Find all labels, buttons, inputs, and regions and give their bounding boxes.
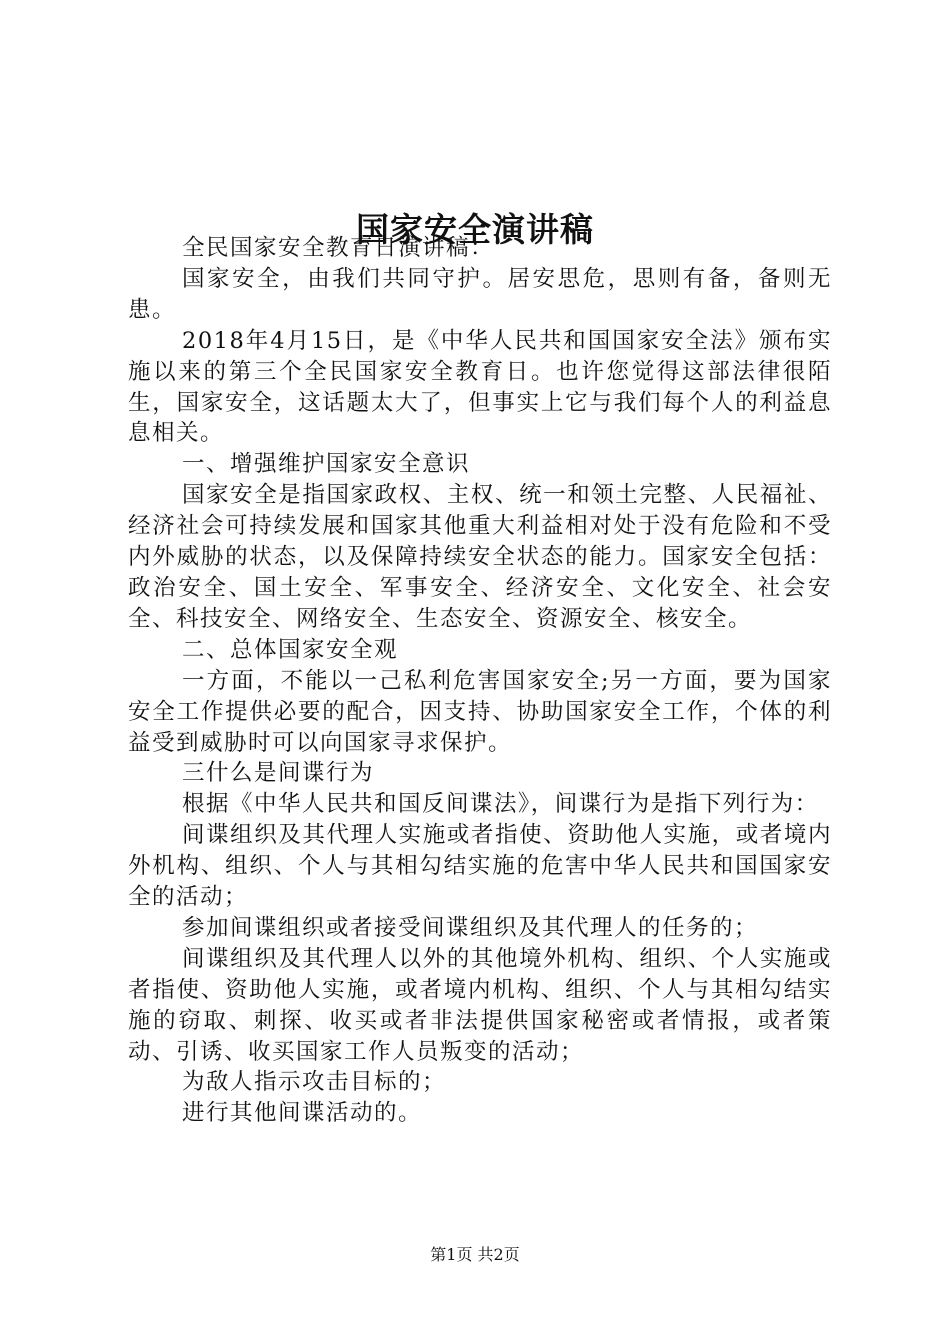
list-item-espionage-3: 间谍组织及其代理人以外的其他境外机构、组织、个人实施或者指使、资助他人实施，或者境内机构、组织、个人与其相勾结实施的窃取、刺探、收买或者非法提供国家秘密或者情报，或者策动、引诱、收买国家工作人员叛变的活动；	[128, 945, 832, 1065]
list-item-espionage-4: 为敌人指示攻击目标的；	[182, 1069, 447, 1096]
paragraph-security-view: 一方面，不能以一己私利危害国家安全;另一方面，要为国家安全工作提供必要的配合，因支持、协助国家安全工作，个体的利益受到威胁时可以向国家寻求保护。	[128, 667, 832, 756]
list-item-espionage-2: 参加间谍组织或者接受间谍组织及其代理人的任务的；	[182, 914, 759, 941]
section-heading-2: 二、总体国家安全观	[182, 636, 399, 663]
paragraph-law-reference: 根据《中华人民共和国反间谍法》，间谍行为是指下列行为：	[182, 791, 819, 818]
paragraph-definition: 国家安全是指国家政权、主权、统一和领土完整、人民福祉、经济社会可持续发展和国家其他重大利益相对处于没有危险和不受内外威胁的状态，以及保障持续安全状态的能力。国家安全包括：政治安全、国土安全、军事安全、经济安全、文化安全、社会安全、科技安全、网络安全、生态安全、资源安全、核安全。	[128, 482, 832, 632]
section-heading-1: 一、增强维护国家安全意识	[182, 451, 471, 478]
document-title: 国家安全演讲稿	[356, 210, 594, 250]
document-body	[128, 233, 832, 1129]
list-item-espionage-5: 进行其他间谍活动的。	[182, 1100, 423, 1127]
paragraph-greeting: 全民国家安全教育日演讲稿：	[182, 235, 495, 261]
paragraph-education-day: 2018年4月15日，是《中华人民共和国国家安全法》颁布实施以来的第三个全民国家安全教育日。也许您觉得这部法律很陌生，国家安全，这话题太大了，但事实上它与我们每个人的利益息息相关。	[128, 327, 832, 447]
paragraph-intro: 国家安全，由我们共同守护。居安思危，思则有备，备则无患。	[128, 265, 832, 323]
section-heading-3: 三什么是间谍行为	[182, 760, 375, 787]
list-item-espionage-1: 间谍组织及其代理人实施或者指使、资助他人实施，或者境内外机构、组织、个人与其相勾结实施的危害中华人民共和国国家安全的活动；	[128, 822, 832, 911]
page-number-footer: 第1页 共2页	[430, 1245, 520, 1264]
